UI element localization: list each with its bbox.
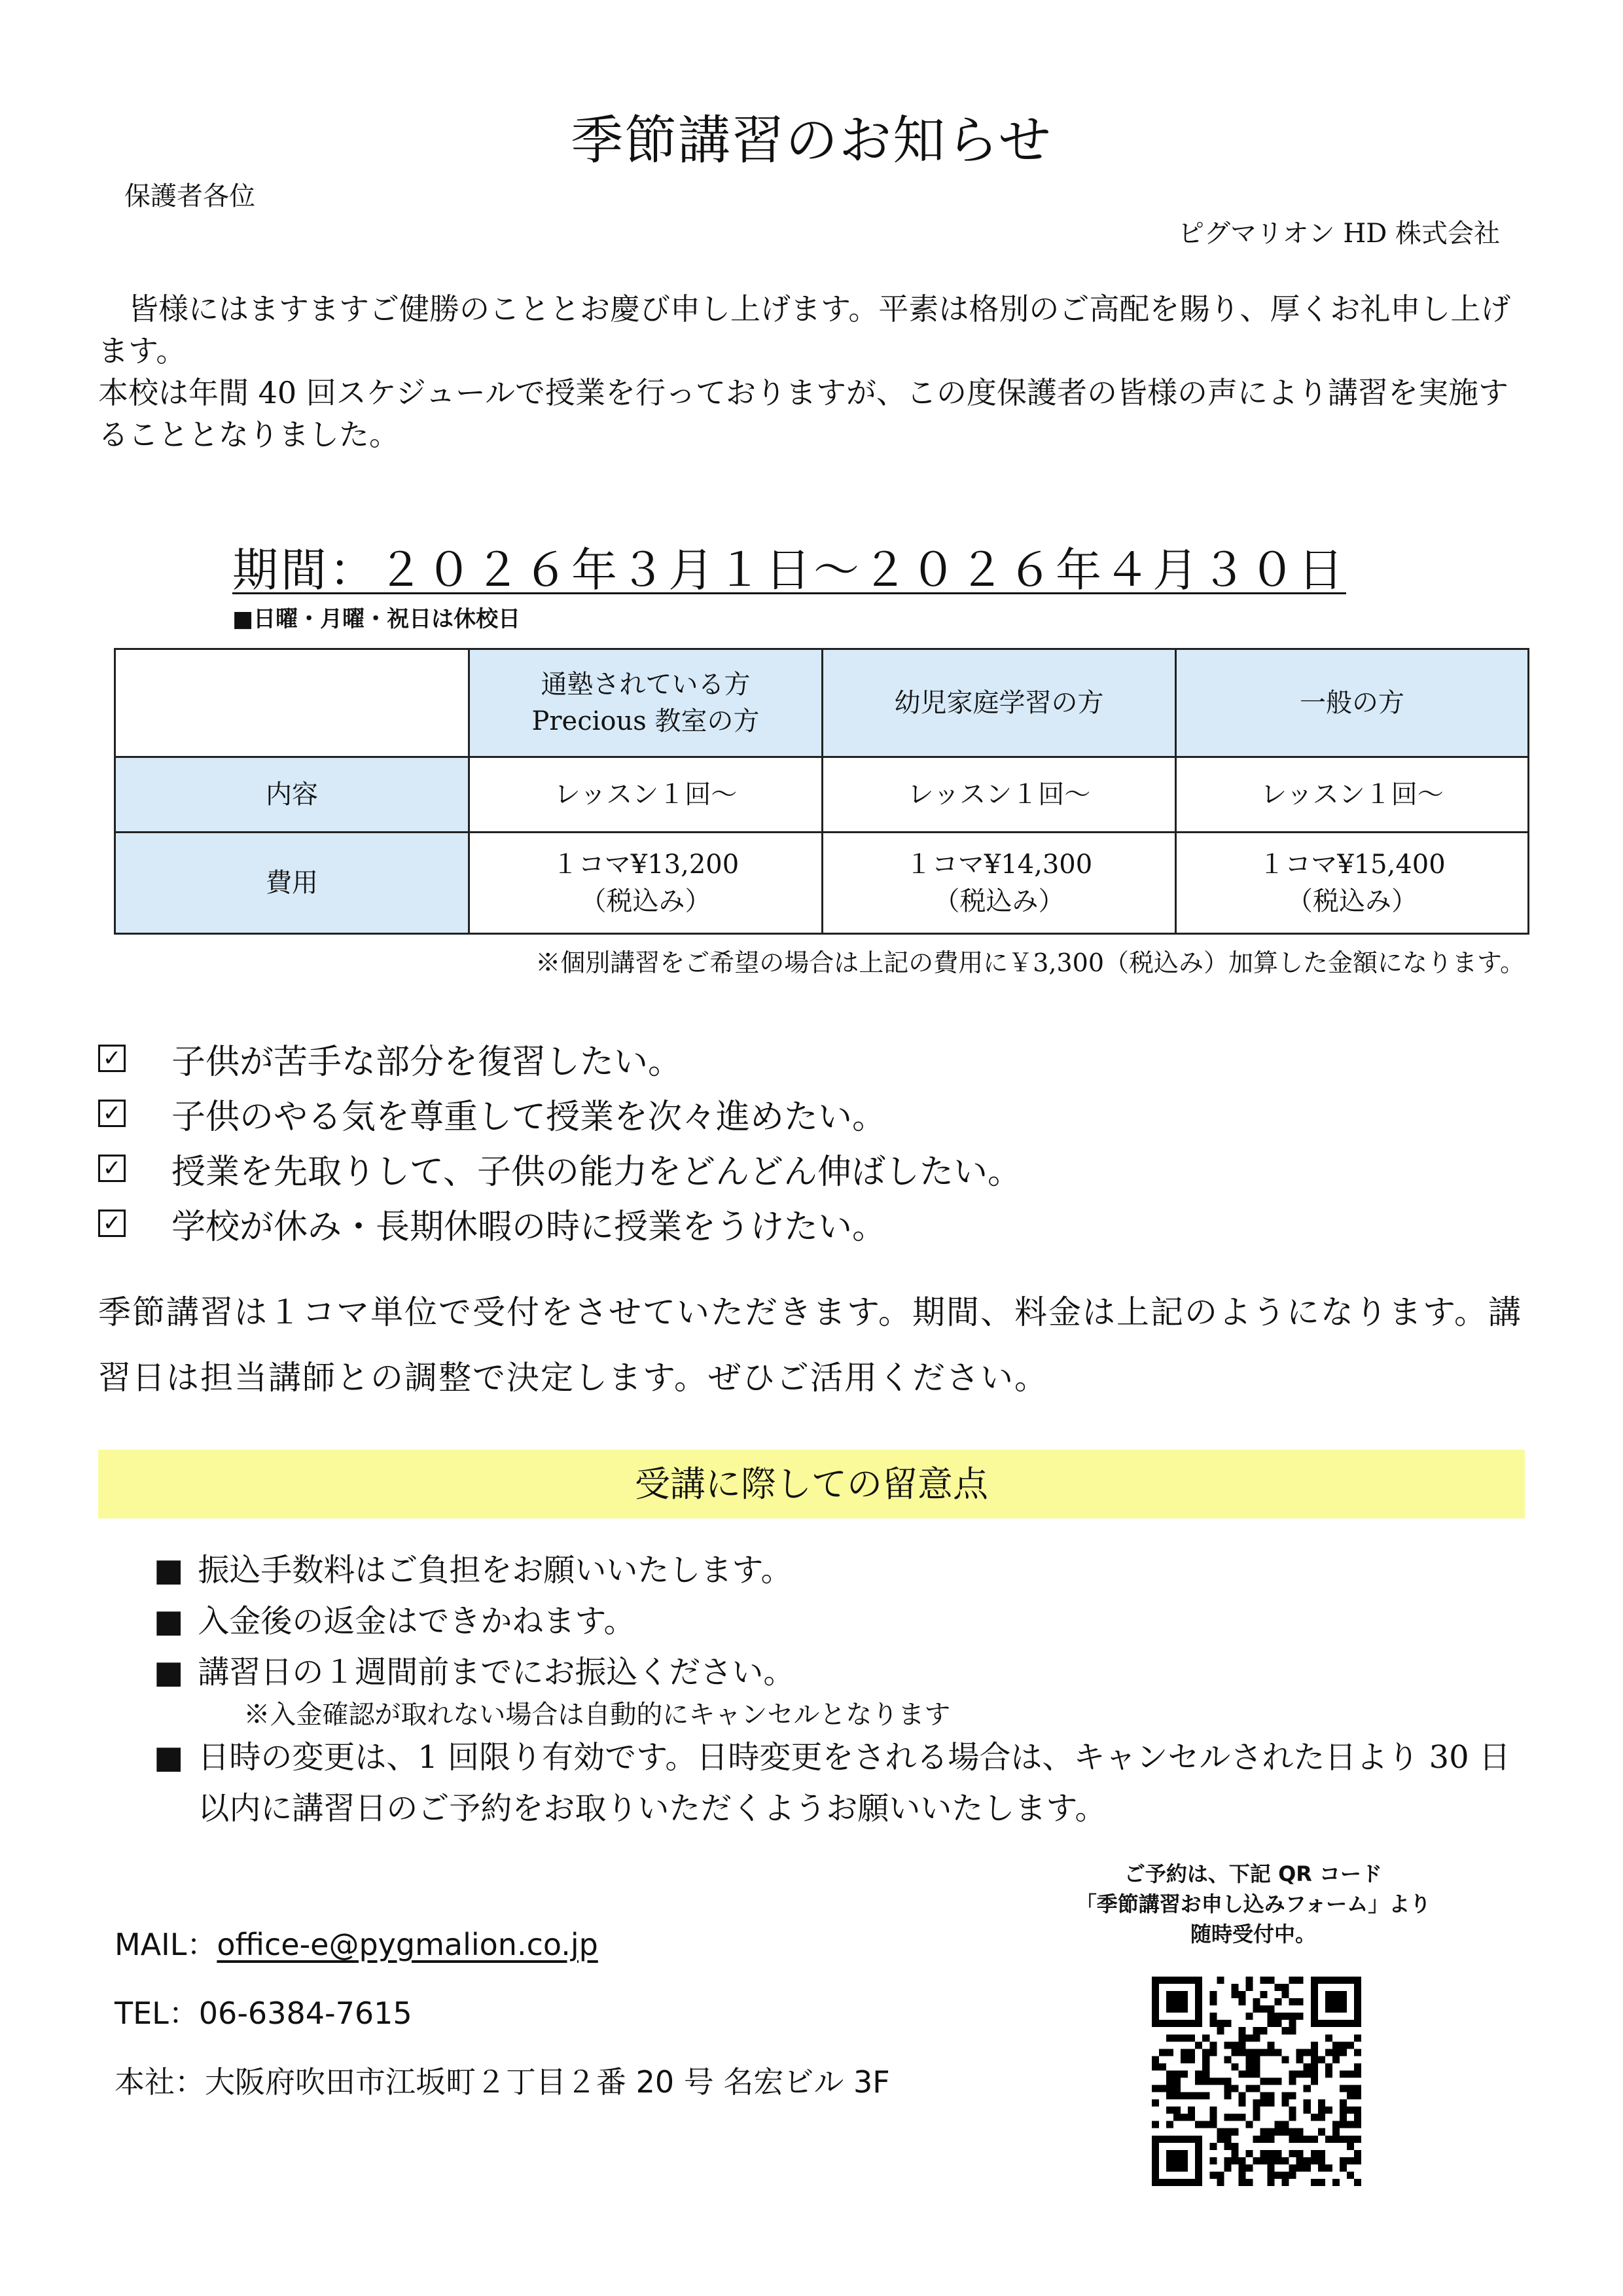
- table-footnote: ※個別講習をご希望の場合は上記の費用に￥3,300（税込み）加算した金額になります。: [535, 948, 1525, 977]
- square-bullet-icon: ■: [154, 1654, 184, 1691]
- list-item: [154, 1545, 1539, 1596]
- notice-text: [198, 1647, 950, 1732]
- notice-text: 振込手数料はご負担をお願いいたします。: [198, 1552, 793, 1588]
- fee-value: １コマ¥14,300: [905, 850, 1093, 880]
- square-bullet-icon: ■: [154, 1552, 184, 1588]
- fee-cell: [823, 833, 1176, 934]
- header-home-learning: 幼児家庭学習の方: [823, 649, 1176, 757]
- email-link[interactable]: office-e@pygmalion.co.jp: [217, 1927, 598, 1962]
- tax-note: （税込み）: [933, 886, 1065, 916]
- checklist-text: 学校が休み・長期休暇の時に授業をうけたい。: [171, 1207, 887, 1247]
- row-label-content: 内容: [115, 757, 469, 833]
- period-heading: 期間：２０２６年３月１日〜２０２６年４月３０日: [232, 543, 1346, 597]
- fee-value: １コマ¥15,400: [1258, 850, 1446, 880]
- table-row: [115, 757, 1529, 833]
- checklist-text: 授業を先取りして、子供の能力をどんどん伸ばしたい。: [171, 1152, 1022, 1192]
- content-cell: レッスン１回〜: [1176, 757, 1529, 833]
- intro-paragraph-1: 皆様にはますますご健勝のこととお慶び申し上げます。平素は格別のご高配を賜り、厚くお礼申し上げます。: [98, 291, 1511, 368]
- notice-text: 入金後の返金はできかねます。: [198, 1603, 635, 1640]
- period-note: ■日曜・月曜・祝日は休校日: [232, 606, 521, 632]
- tax-note: （税込み）: [1287, 886, 1418, 916]
- header-enrolled: [469, 649, 823, 757]
- addressee: 保護者各位: [124, 181, 255, 211]
- fee-table-corner-cell: [115, 649, 469, 757]
- content-cell: レッスン１回〜: [469, 757, 823, 833]
- qr-caption-line: 随時受付中。: [1190, 1922, 1316, 1946]
- qr-caption: [1044, 1859, 1463, 1949]
- intro-paragraph-2: 本校は年間 40 回スケジュールで授業を行っておりますが、この度保護者の皆様の声により講習を実施することとなりました。: [98, 375, 1509, 452]
- header-enrolled-line1: 通塾されている方: [541, 670, 751, 700]
- contact-tel: TEL：06-6384-7615: [115, 1996, 412, 2031]
- square-bullet-icon: ■: [154, 1739, 184, 1776]
- tax-note: （税込み）: [580, 886, 711, 916]
- table-row: [115, 833, 1529, 934]
- header-enrolled-line2: Precious 教室の方: [531, 706, 760, 736]
- fee-table: [114, 648, 1529, 935]
- fee-cell: [469, 833, 823, 934]
- contact-address: 本社：大阪府吹田市江坂町２丁目２番 20 号 名宏ビル 3F: [115, 2064, 890, 2100]
- list-item: [98, 1141, 1022, 1196]
- notice-heading: 受講に際しての留意点: [98, 1450, 1525, 1518]
- notice-text-main: 講習日の１週間前までにお振込ください。: [198, 1654, 795, 1691]
- list-item: [98, 1196, 1022, 1251]
- list-item: [98, 1086, 1022, 1141]
- fee-table-header-row: [115, 649, 1529, 757]
- notice-subnote: ※入金確認が取れない場合は自動的にキャンセルとなります: [243, 1700, 951, 1730]
- checkbox-checked-icon: ✓: [98, 1100, 126, 1127]
- qr-caption-line: ご予約は、下記 QR コード: [1124, 1861, 1383, 1886]
- checkbox-checked-icon: ✓: [98, 1210, 126, 1237]
- notice-text: 日時の変更は、1 回限り有効です。日時変更をされる場合は、キャンセルされた日より 30 日以内に講習日のご予約をお取りいただくようお願いいたします。: [198, 1739, 1510, 1827]
- checkbox-checked-icon: ✓: [98, 1155, 126, 1182]
- summary-text: 季節講習は１コマ単位で受付をさせていただきます。期間、料金は上記のようになります。講習日は担当講師との調整で決定します。ぜひご活用ください。: [98, 1293, 1522, 1397]
- fee-value: １コマ¥13,200: [552, 850, 740, 880]
- list-item: [154, 1647, 1539, 1732]
- list-item: [98, 1031, 1022, 1086]
- checkbox-checked-icon: ✓: [98, 1045, 126, 1072]
- header-general: 一般の方: [1176, 649, 1529, 757]
- qr-code-icon[interactable]: [1152, 1977, 1361, 2186]
- document-title: 季節講習のお知らせ: [571, 110, 1052, 171]
- list-item: [154, 1732, 1539, 1834]
- content-cell: レッスン１回〜: [823, 757, 1176, 833]
- mail-label: MAIL：: [115, 1927, 217, 1962]
- contact-mail: [115, 1921, 598, 1964]
- list-item: [154, 1596, 1539, 1647]
- fee-cell: [1176, 833, 1529, 934]
- sender: ピグマリオン HD 株式会社: [1178, 219, 1500, 249]
- checklist-text: 子供が苦手な部分を復習したい。: [171, 1042, 683, 1082]
- square-bullet-icon: ■: [154, 1603, 184, 1640]
- notice-list: [154, 1545, 1539, 1834]
- checklist-text: 子供のやる気を尊重して授業を次々進めたい。: [171, 1097, 887, 1137]
- qr-caption-line: 「季節講習お申し込みフォーム」より: [1075, 1892, 1431, 1916]
- intro-text: [98, 288, 1525, 456]
- row-label-fee: 費用: [115, 833, 469, 934]
- checklist: [98, 1031, 1022, 1251]
